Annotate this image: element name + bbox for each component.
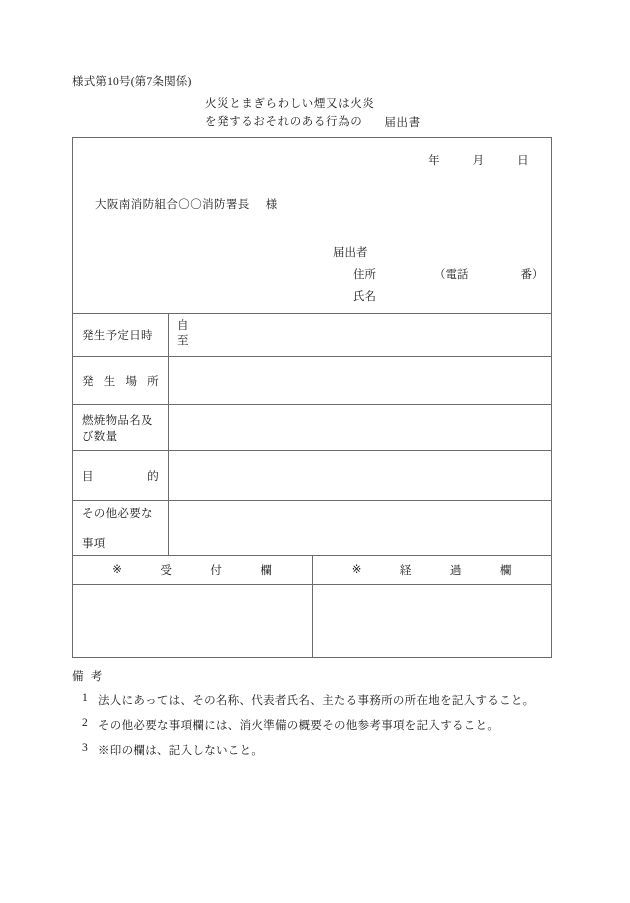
form-number: 様式第10号(第7条関係) — [72, 76, 192, 88]
label-char: 備 — [72, 671, 84, 683]
label-char: 過 — [449, 565, 462, 577]
note-text: 法人にあっては、その名称、代表者氏名、主たる事務所の所在地を記入すること。 — [98, 695, 535, 707]
row-value-burning-material[interactable] — [169, 405, 551, 450]
row-label-text: 発生予定日時 — [82, 330, 153, 342]
asterisk-marker-icon: ※ — [112, 564, 123, 576]
label-char: 発 — [82, 375, 94, 388]
form-header-row — [73, 138, 551, 313]
date-month-label: 月 — [472, 155, 485, 167]
progress-entry-area[interactable] — [313, 585, 552, 657]
label-char: 生 — [103, 375, 116, 388]
row-label-text: び数量 — [82, 430, 118, 443]
title-line-1: 火災とまぎらわしい煙又は火炎 — [205, 98, 375, 110]
table-row — [73, 313, 551, 356]
list-item — [72, 742, 562, 758]
date-day-label: 日 — [517, 155, 529, 167]
notification-form-table — [72, 137, 552, 658]
label-char: 目 — [82, 470, 94, 483]
date-entry-line — [428, 152, 529, 168]
row-value-occurrence-place[interactable] — [169, 357, 551, 404]
row-label-text: 燃焼物品名及 — [82, 414, 153, 427]
progress-header-text — [352, 562, 512, 578]
label-char: 欄 — [260, 565, 273, 577]
row-label-other-matters — [73, 501, 169, 555]
addressee-honorific: 様 — [265, 199, 278, 211]
submitter-label: 届出者 — [333, 247, 368, 259]
official-section-header-row — [73, 555, 551, 584]
list-item — [72, 692, 562, 708]
label-char: 所 — [147, 375, 159, 388]
telephone-open-paren: （電話 — [434, 269, 469, 281]
receipt-header-text — [112, 562, 272, 578]
addressee-name: 大阪南消防組合〇〇消防署長 — [95, 199, 250, 211]
addressee-line — [95, 196, 278, 212]
remarks-section — [72, 668, 562, 767]
asterisk-marker-icon: ※ — [351, 564, 362, 576]
row-label-text: 事項 — [82, 538, 106, 550]
name-label: 氏名 — [353, 291, 376, 303]
from-to-entry — [177, 319, 543, 349]
from-label: 自 — [177, 320, 189, 332]
receipt-column-header — [73, 556, 313, 584]
receipt-entry-area[interactable] — [73, 585, 313, 657]
label-char: 付 — [210, 565, 223, 577]
address-label: 住所 — [353, 269, 376, 281]
row-label-purpose — [73, 451, 169, 500]
submitter-name-line — [333, 286, 544, 308]
progress-column-header — [313, 556, 552, 584]
note-number: 1 — [81, 692, 89, 704]
document-title — [205, 95, 421, 131]
submitter-block — [333, 242, 544, 308]
note-number: 2 — [81, 717, 89, 729]
form-header-cell — [73, 138, 551, 313]
row-label-burning-material — [73, 405, 169, 450]
remarks-title — [72, 668, 562, 684]
table-row — [73, 404, 551, 450]
table-row — [73, 450, 551, 500]
note-text: ※印の欄は、記入しないこと。 — [98, 745, 264, 757]
to-label: 至 — [177, 335, 189, 347]
row-value-purpose[interactable] — [169, 451, 551, 500]
title-main-noun: 届出書 — [384, 117, 421, 129]
title-line-2: を発するおそれのある行為の — [205, 116, 363, 128]
date-year-label: 年 — [428, 155, 441, 167]
list-item — [72, 717, 562, 733]
table-row — [73, 356, 551, 404]
table-row — [73, 500, 551, 555]
telephone-field[interactable] — [434, 264, 544, 286]
official-section-body-row — [73, 584, 551, 657]
row-label-text — [82, 468, 159, 484]
label-char: 受 — [160, 565, 173, 577]
note-number: 3 — [81, 742, 89, 754]
title-wrapped-phrase — [205, 95, 374, 131]
label-char: 欄 — [499, 565, 512, 577]
submitter-address-line — [333, 264, 544, 286]
row-value-other-matters[interactable] — [169, 501, 551, 555]
label-char: 的 — [147, 470, 159, 483]
row-label-text — [82, 373, 159, 389]
row-value-occurrence-datetime[interactable] — [169, 314, 551, 356]
row-label-occurrence-place — [73, 357, 169, 404]
label-char: 経 — [399, 565, 412, 577]
row-label-occurrence-datetime — [73, 314, 169, 356]
telephone-close-paren: 番） — [520, 269, 544, 281]
note-text: その他必要な事項欄には、消火準備の概要その他参考事項を記入すること。 — [98, 720, 500, 732]
label-char: 場 — [125, 375, 138, 388]
row-label-text: その他必要な — [82, 508, 153, 520]
label-char: 考 — [90, 671, 103, 683]
